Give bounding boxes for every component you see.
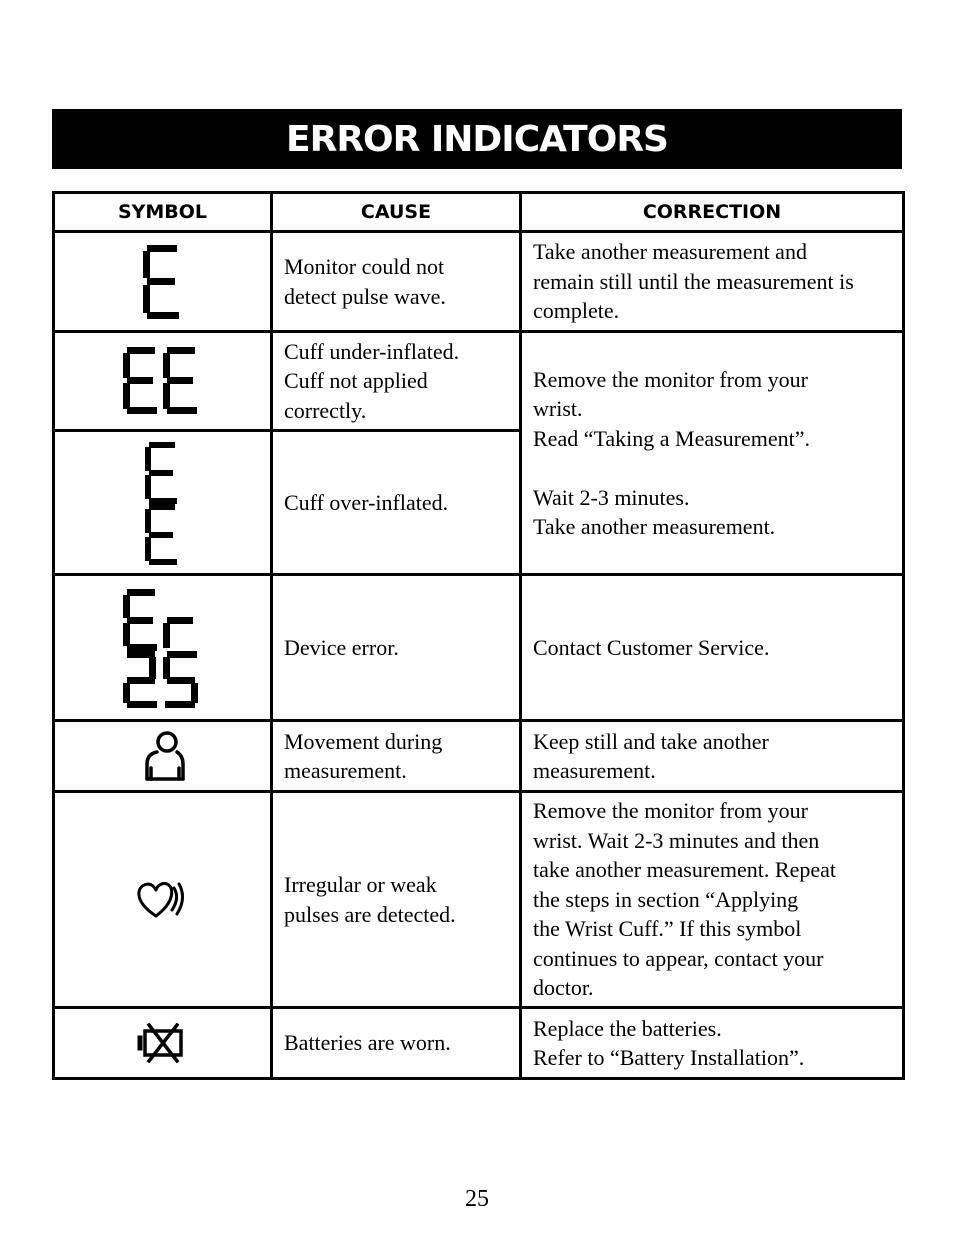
symbol-cell xyxy=(54,1008,272,1079)
correction-text: Replace the batteries. xyxy=(533,1015,722,1041)
correction-text: complete. xyxy=(533,298,620,324)
symbol-cell xyxy=(54,431,272,575)
cause-text: Cuff not applied xyxy=(284,368,428,394)
cause-text: Cuff over-inflated. xyxy=(284,489,449,515)
lcd-e-e-stacked-icon xyxy=(145,440,181,566)
cause-cell xyxy=(272,792,521,1008)
cause-cell xyxy=(272,431,521,575)
correction-text: Take another measurement. xyxy=(533,514,776,539)
correction-text: Keep still and take another xyxy=(533,728,769,754)
correction-cell xyxy=(521,721,904,792)
column-header-cause: CAUSE xyxy=(272,193,521,232)
cause-cell xyxy=(272,332,521,431)
cause-text: measurement. xyxy=(284,758,407,783)
correction-text: remain still until the measurement is xyxy=(533,268,854,294)
movement-person-icon xyxy=(139,730,187,782)
correction-text: doctor. xyxy=(533,975,594,1001)
correction-cell xyxy=(521,232,904,332)
cause-text: correctly. xyxy=(284,397,367,423)
correction-text: Read “Taking a Measurement”. xyxy=(533,425,811,451)
table-row xyxy=(54,721,904,792)
correction-text: Take another measurement and xyxy=(533,239,807,265)
symbol-cell xyxy=(54,575,272,721)
cause-cell xyxy=(272,232,521,332)
correction-text: Contact Customer Service. xyxy=(533,634,770,660)
symbol-cell xyxy=(54,792,272,1008)
paragraph-gap xyxy=(533,453,894,483)
symbol-cell xyxy=(54,332,272,431)
correction-text: Remove the monitor from your xyxy=(533,366,808,392)
correction-cell xyxy=(521,1008,904,1079)
table-row xyxy=(54,332,904,431)
table-row xyxy=(54,792,904,1008)
low-battery-icon xyxy=(137,1023,189,1063)
correction-text: take another measurement. Repeat xyxy=(533,857,836,883)
error-indicators-table xyxy=(52,191,905,1080)
table-row xyxy=(54,1008,904,1079)
correction-text: continues to appear, contact your xyxy=(533,945,824,971)
correction-text: Remove the monitor from your xyxy=(533,798,808,824)
correction-cell xyxy=(521,575,904,721)
cause-cell xyxy=(272,721,521,792)
column-header-correction: CORRECTION xyxy=(521,193,904,232)
table-row xyxy=(54,575,904,721)
cause-text: Irregular or weak xyxy=(284,872,437,897)
correction-text: the steps in section “Applying xyxy=(533,886,799,912)
cause-cell xyxy=(272,1008,521,1079)
lcd-ee-icon xyxy=(123,345,203,417)
table-row xyxy=(54,232,904,332)
column-header-symbol: SYMBOL xyxy=(54,193,272,232)
cause-text: Monitor could not xyxy=(284,254,445,279)
correction-text: measurement. xyxy=(533,758,656,783)
shared-correction-cell xyxy=(521,332,904,575)
cause-text: Batteries are worn. xyxy=(284,1030,451,1056)
cause-text: detect pulse wave. xyxy=(284,283,446,309)
cause-text: Cuff under-inflated. xyxy=(284,338,460,364)
cause-cell xyxy=(272,575,521,721)
symbol-cell xyxy=(54,721,272,792)
correction-text: wrist. Wait 2-3 minutes and then xyxy=(533,827,820,853)
correction-text: Wait 2-3 minutes. xyxy=(533,484,690,510)
correction-text: wrist. xyxy=(533,396,583,421)
correction-text: the Wrist Cuff.” If this symbol xyxy=(533,916,802,942)
correction-text: Refer to “Battery Installation”. xyxy=(533,1045,805,1070)
page-number: 25 xyxy=(465,1186,489,1212)
lcd-e-icon xyxy=(141,243,185,321)
symbol-cell xyxy=(54,232,272,332)
irregular-heartbeat-icon xyxy=(136,880,190,920)
lcd-er-25-icon xyxy=(123,587,203,709)
correction-cell xyxy=(521,792,904,1008)
table-header-row xyxy=(54,193,904,232)
cause-text: Movement during xyxy=(284,728,443,754)
cause-text: Device error. xyxy=(284,634,399,660)
page-title: ERROR INDICATORS xyxy=(52,109,902,169)
cause-text: pulses are detected. xyxy=(284,901,456,927)
